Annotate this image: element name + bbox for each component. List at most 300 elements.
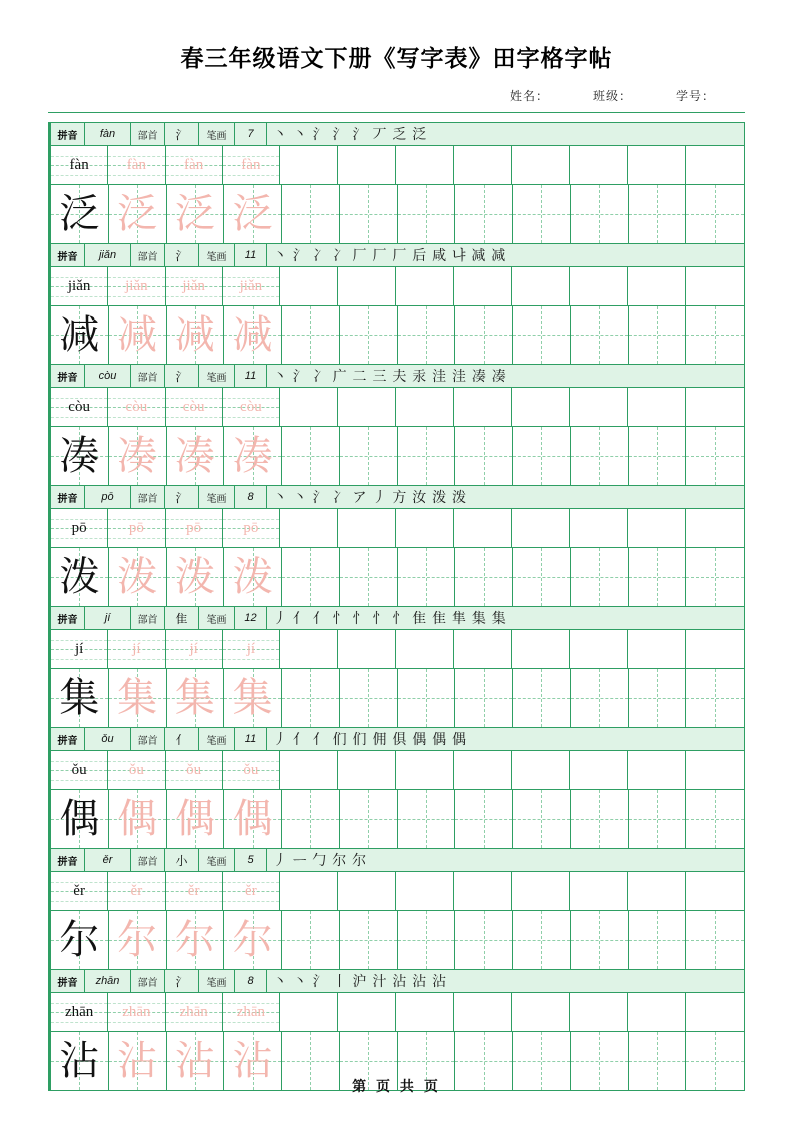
character-trace-cell[interactable] — [109, 427, 167, 485]
pinyin-trace-cell[interactable] — [166, 388, 223, 426]
character-blank-cell[interactable] — [398, 185, 456, 243]
number-field-label: 学号： — [675, 89, 715, 103]
character-blank-cell[interactable] — [340, 790, 398, 848]
pinyin-blank-area — [280, 751, 744, 789]
character-block — [51, 607, 744, 728]
pinyin-trace-cell[interactable] — [108, 267, 165, 305]
character-blank-cell[interactable] — [513, 185, 571, 243]
pinyin-blank-cell[interactable] — [512, 630, 570, 668]
grid-guideline — [686, 1061, 744, 1062]
character-glyph: 凑 — [232, 433, 273, 478]
character-glyph: 沾 — [174, 1038, 215, 1083]
character-blank-cell[interactable] — [686, 790, 744, 848]
pinyin-blank-cell[interactable] — [512, 509, 570, 547]
page-title: 春三年级语文下册《写字表》田字格字帖 — [180, 45, 613, 71]
character-glyph: 偶 — [174, 796, 215, 841]
grid-guideline — [455, 940, 512, 941]
character-trace-cell[interactable] — [109, 185, 167, 243]
character-trace-cell[interactable] — [224, 548, 282, 606]
character-trace-cell[interactable] — [167, 911, 225, 969]
guideline — [223, 417, 279, 418]
character-model-cell[interactable] — [51, 306, 109, 364]
pinyin-text: còu — [182, 398, 205, 415]
pinyin-blank-cell[interactable] — [570, 509, 628, 547]
pinyin-blank-cell[interactable] — [396, 509, 454, 547]
character-blank-cell[interactable] — [398, 669, 456, 727]
character-blank-cell[interactable] — [398, 911, 456, 969]
grid-guideline — [455, 456, 512, 457]
character-trace-cell[interactable] — [109, 548, 167, 606]
grid-guideline — [513, 819, 570, 820]
pinyin-blank-cell[interactable] — [570, 146, 628, 184]
character-blank-cell[interactable] — [513, 790, 571, 848]
character-blank-cell[interactable] — [282, 911, 340, 969]
pinyin-text: jiǎn — [67, 277, 91, 294]
pinyin-model-cell[interactable] — [51, 630, 108, 668]
radical-label: 部首 — [131, 970, 165, 992]
grid-guideline — [686, 940, 744, 941]
strokes-label: 笔画 — [199, 365, 235, 387]
character-blank-cell[interactable] — [629, 790, 687, 848]
pinyin-trace-cell[interactable] — [223, 267, 280, 305]
radical-label: 部首 — [131, 849, 165, 871]
pinyin-blank-area — [280, 267, 744, 305]
character-glyph: 尔 — [117, 917, 158, 962]
character-blank-cell[interactable] — [571, 306, 629, 364]
grid-guideline — [340, 819, 397, 820]
pinyin-blank-area — [280, 872, 744, 910]
radical-value: 亻 — [165, 728, 199, 750]
grid-guideline — [629, 577, 686, 578]
pinyin-trace-cell[interactable] — [108, 388, 165, 426]
guideline — [166, 538, 222, 539]
character-glyph: 沾 — [59, 1038, 100, 1083]
character-trace-cell[interactable] — [167, 427, 225, 485]
pinyin-blank-cell[interactable] — [454, 751, 512, 789]
pinyin-blank-cell[interactable] — [686, 751, 744, 789]
character-blank-cell[interactable] — [686, 306, 744, 364]
character-model-cell[interactable] — [51, 427, 109, 485]
pinyin-blank-cell[interactable] — [338, 630, 396, 668]
guideline — [108, 901, 164, 902]
pinyin-blank-cell[interactable] — [338, 751, 396, 789]
character-blank-cell[interactable] — [455, 185, 513, 243]
name-field-label: 姓名： — [509, 89, 549, 103]
radical-label: 部首 — [131, 728, 165, 750]
pinyin-blank-cell[interactable] — [686, 146, 744, 184]
strokes-label: 笔画 — [199, 728, 235, 750]
pinyin-blank-cell[interactable] — [628, 146, 686, 184]
pinyin-blank-cell[interactable] — [512, 267, 570, 305]
pinyin-blank-cell[interactable] — [686, 872, 744, 910]
pinyin-trace-cell[interactable] — [108, 751, 165, 789]
character-blank-cell[interactable] — [340, 548, 398, 606]
guideline — [51, 417, 107, 418]
character-trace-cell[interactable] — [109, 790, 167, 848]
pinyin-blank-cell[interactable] — [628, 509, 686, 547]
character-model-cell[interactable] — [51, 548, 109, 606]
pinyin-blank-cell[interactable] — [454, 630, 512, 668]
character-glyph: 减 — [59, 312, 100, 357]
pinyin-blank-cell[interactable] — [454, 146, 512, 184]
pinyin-blank-cell[interactable] — [280, 993, 338, 1031]
pinyin-blank-cell[interactable] — [396, 872, 454, 910]
pinyin-blank-cell[interactable] — [280, 267, 338, 305]
pinyin-blank-area — [280, 146, 744, 184]
stroke-order-sequence: 丿 ᅳ 勹 尔 尔 — [273, 852, 368, 868]
pinyin-blank-cell[interactable] — [512, 751, 570, 789]
character-blank-cell[interactable] — [340, 306, 398, 364]
guideline — [166, 1022, 222, 1023]
pinyin-model-cell[interactable] — [51, 993, 108, 1031]
pinyin-trace-cell[interactable] — [166, 509, 223, 547]
pinyin-value: jí — [85, 607, 131, 629]
character-blank-cell[interactable] — [513, 911, 571, 969]
character-glyph: 泼 — [59, 554, 100, 599]
pinyin-trace-cell[interactable] — [108, 630, 165, 668]
character-blank-cell[interactable] — [629, 306, 687, 364]
pinyin-model-cell[interactable] — [51, 388, 108, 426]
character-model-cell[interactable] — [51, 669, 109, 727]
pinyin-practice-row — [51, 630, 744, 669]
guideline — [51, 1022, 107, 1023]
character-glyph: 偶 — [117, 796, 158, 841]
character-blank-cell[interactable] — [629, 911, 687, 969]
character-glyph: 集 — [59, 675, 100, 720]
character-blank-cell[interactable] — [340, 427, 398, 485]
pinyin-blank-area — [280, 509, 744, 547]
pinyin-text: fàn — [126, 156, 146, 173]
character-blank-cell[interactable] — [340, 185, 398, 243]
character-blank-cell[interactable] — [455, 427, 513, 485]
character-blank-cell[interactable] — [455, 790, 513, 848]
pinyin-blank-cell[interactable] — [280, 388, 338, 426]
character-glyph: 减 — [174, 312, 215, 357]
character-blank-cell[interactable] — [513, 427, 571, 485]
pinyin-blank-cell[interactable] — [686, 267, 744, 305]
character-info-row — [51, 970, 744, 993]
pinyin-blank-cell[interactable] — [628, 993, 686, 1031]
pinyin-text: jí — [189, 640, 198, 657]
pinyin-blank-cell[interactable] — [396, 267, 454, 305]
character-blank-cell[interactable] — [398, 427, 456, 485]
character-blank-cell[interactable] — [398, 548, 456, 606]
pinyin-blank-cell[interactable] — [454, 993, 512, 1031]
grid-guideline — [513, 698, 570, 699]
stroke-order-sequence: 丿 亻 亻 忄 忄 忄 忄 隹 隹 隼 集 集 — [273, 610, 507, 626]
character-blank-cell[interactable] — [629, 548, 687, 606]
character-blank-cell[interactable] — [686, 427, 744, 485]
pinyin-value: fàn — [85, 123, 131, 145]
pinyin-blank-cell[interactable] — [628, 751, 686, 789]
character-glyph: 尔 — [174, 917, 215, 962]
character-blank-cell[interactable] — [571, 669, 629, 727]
character-trace-cell[interactable] — [167, 306, 225, 364]
strokes-value: 11 — [235, 365, 267, 387]
pinyin-blank-cell[interactable] — [512, 993, 570, 1031]
pinyin-text: jiǎn — [125, 277, 148, 294]
pinyin-label: 拼音 — [51, 970, 85, 992]
pinyin-blank-cell[interactable] — [570, 267, 628, 305]
pinyin-trace-cell[interactable] — [166, 267, 223, 305]
character-trace-cell[interactable] — [224, 790, 282, 848]
pinyin-practice-row — [51, 872, 744, 911]
character-blank-cell[interactable] — [282, 185, 340, 243]
character-blank-cell[interactable] — [686, 185, 744, 243]
pinyin-text: jiǎn — [182, 277, 205, 294]
pinyin-trace-cell[interactable] — [108, 993, 165, 1031]
pinyin-blank-cell[interactable] — [396, 630, 454, 668]
pinyin-blank-cell[interactable] — [280, 146, 338, 184]
pinyin-blank-cell[interactable] — [628, 267, 686, 305]
character-blank-cell[interactable] — [686, 548, 744, 606]
grid-guideline — [571, 940, 628, 941]
character-trace-cell[interactable] — [109, 911, 167, 969]
guideline — [51, 659, 107, 660]
pinyin-text: còu — [68, 398, 90, 415]
guideline — [166, 780, 222, 781]
character-practice-row — [51, 790, 744, 848]
pinyin-trace-cell[interactable] — [108, 872, 165, 910]
character-blank-cell[interactable] — [686, 669, 744, 727]
character-blank-cell[interactable] — [571, 185, 629, 243]
pinyin-practice-row — [51, 509, 744, 548]
pinyin-model-cell[interactable] — [51, 267, 108, 305]
pinyin-blank-cell[interactable] — [570, 388, 628, 426]
guideline — [223, 1022, 279, 1023]
radical-label: 部首 — [131, 365, 165, 387]
pinyin-label: 拼音 — [51, 728, 85, 750]
grid-guideline — [398, 214, 455, 215]
pinyin-blank-cell[interactable] — [512, 872, 570, 910]
strokes-value: 5 — [235, 849, 267, 871]
guideline — [51, 901, 107, 902]
pinyin-label: 拼音 — [51, 607, 85, 629]
character-info-row — [51, 486, 744, 509]
pinyin-trace-cell[interactable] — [166, 872, 223, 910]
character-glyph: 集 — [232, 675, 273, 720]
character-trace-cell[interactable] — [167, 790, 225, 848]
pinyin-blank-cell[interactable] — [396, 146, 454, 184]
pinyin-model-cell[interactable] — [51, 751, 108, 789]
pinyin-model-cell[interactable] — [51, 872, 108, 910]
pinyin-blank-cell[interactable] — [280, 509, 338, 547]
pinyin-blank-cell[interactable] — [454, 509, 512, 547]
pinyin-blank-cell[interactable] — [338, 872, 396, 910]
character-trace-cell[interactable] — [109, 669, 167, 727]
grid-guideline — [686, 335, 744, 336]
stroke-order-sequence: 丶 丶 氵 丨 沪 汁 沾 沾 沾 — [273, 973, 448, 989]
pinyin-blank-cell[interactable] — [628, 388, 686, 426]
character-info-row — [51, 607, 744, 630]
pinyin-trace-cell[interactable] — [166, 146, 223, 184]
pinyin-blank-cell[interactable] — [570, 993, 628, 1031]
pinyin-blank-cell[interactable] — [454, 267, 512, 305]
character-blank-cell[interactable] — [455, 911, 513, 969]
pinyin-blank-cell[interactable] — [686, 509, 744, 547]
pinyin-text: jí — [246, 640, 256, 657]
character-model-cell[interactable] — [51, 185, 109, 243]
character-blank-cell[interactable] — [629, 185, 687, 243]
pinyin-blank-cell[interactable] — [512, 388, 570, 426]
character-glyph: 沾 — [117, 1038, 158, 1083]
character-practice-row — [51, 669, 744, 727]
pinyin-blank-cell[interactable] — [338, 267, 396, 305]
guideline — [223, 538, 279, 539]
pinyin-value: ěr — [85, 849, 131, 871]
character-trace-cell[interactable] — [167, 548, 225, 606]
pinyin-blank-cell[interactable] — [570, 630, 628, 668]
grid-guideline — [571, 698, 628, 699]
character-blank-cell[interactable] — [282, 427, 340, 485]
grid-guideline — [571, 214, 628, 215]
strokes-value: 11 — [235, 728, 267, 750]
radical-value: 氵 — [165, 365, 199, 387]
character-blank-cell[interactable] — [282, 548, 340, 606]
strokes-value: 7 — [235, 123, 267, 145]
character-blank-cell[interactable] — [282, 669, 340, 727]
practice-sheet — [48, 122, 745, 1091]
pinyin-text: zhān — [122, 1003, 151, 1020]
character-model-cell[interactable] — [51, 911, 109, 969]
character-trace-cell[interactable] — [167, 185, 225, 243]
pinyin-practice-row — [51, 388, 744, 427]
pinyin-blank-cell[interactable] — [396, 993, 454, 1031]
character-trace-cell[interactable] — [167, 669, 225, 727]
character-glyph: 偶 — [232, 796, 273, 841]
pinyin-blank-cell[interactable] — [512, 146, 570, 184]
pinyin-trace-cell[interactable] — [166, 993, 223, 1031]
pinyin-trace-cell[interactable] — [223, 993, 280, 1031]
pinyin-blank-cell[interactable] — [280, 630, 338, 668]
pinyin-trace-cell[interactable] — [223, 630, 280, 668]
grid-guideline — [282, 214, 339, 215]
character-blank-cell[interactable] — [455, 669, 513, 727]
character-trace-cell[interactable] — [224, 911, 282, 969]
character-glyph: 泛 — [174, 191, 215, 236]
character-blank-cell[interactable] — [340, 669, 398, 727]
pinyin-trace-cell[interactable] — [223, 751, 280, 789]
pinyin-trace-cell[interactable] — [108, 146, 165, 184]
pinyin-trace-cell[interactable] — [166, 751, 223, 789]
character-blank-cell[interactable] — [571, 548, 629, 606]
guideline — [166, 659, 222, 660]
pinyin-blank-cell[interactable] — [338, 993, 396, 1031]
character-glyph: 泛 — [232, 191, 273, 236]
pinyin-trace-cell[interactable] — [223, 872, 280, 910]
pinyin-blank-cell[interactable] — [338, 146, 396, 184]
character-trace-cell[interactable] — [224, 185, 282, 243]
pinyin-model-cell[interactable] — [51, 509, 108, 547]
pinyin-blank-cell[interactable] — [686, 630, 744, 668]
pinyin-model-cell[interactable] — [51, 146, 108, 184]
character-blank-cell[interactable] — [513, 306, 571, 364]
character-blank-cell[interactable] — [455, 306, 513, 364]
guideline — [166, 296, 222, 297]
pinyin-blank-cell[interactable] — [570, 751, 628, 789]
pinyin-blank-cell[interactable] — [686, 388, 744, 426]
character-blank-cell[interactable] — [282, 790, 340, 848]
character-blank-cell[interactable] — [398, 306, 456, 364]
guideline — [223, 296, 279, 297]
grid-guideline — [398, 698, 455, 699]
character-blank-cell[interactable] — [513, 548, 571, 606]
character-blank-cell[interactable] — [571, 427, 629, 485]
guideline — [166, 175, 222, 176]
grid-guideline — [513, 335, 570, 336]
grid-guideline — [455, 819, 512, 820]
character-blank-cell[interactable] — [455, 548, 513, 606]
character-trace-cell[interactable] — [224, 427, 282, 485]
grid-guideline — [629, 335, 686, 336]
pinyin-blank-cell[interactable] — [338, 388, 396, 426]
character-trace-cell[interactable] — [109, 306, 167, 364]
pinyin-blank-cell[interactable] — [280, 872, 338, 910]
guideline — [108, 659, 164, 660]
strokes-label: 笔画 — [199, 486, 235, 508]
pinyin-blank-cell[interactable] — [280, 751, 338, 789]
character-glyph: 泛 — [59, 191, 100, 236]
grid-guideline — [629, 940, 686, 941]
character-blank-cell[interactable] — [686, 911, 744, 969]
pinyin-trace-cell[interactable] — [108, 509, 165, 547]
pinyin-trace-cell[interactable] — [166, 630, 223, 668]
pinyin-blank-cell[interactable] — [338, 509, 396, 547]
pinyin-blank-cell[interactable] — [570, 872, 628, 910]
grid-guideline — [629, 698, 686, 699]
pinyin-text: pō — [243, 519, 259, 536]
character-blank-cell[interactable] — [398, 790, 456, 848]
character-blank-cell[interactable] — [629, 669, 687, 727]
pinyin-blank-cell[interactable] — [628, 630, 686, 668]
pinyin-blank-cell[interactable] — [396, 388, 454, 426]
character-block — [51, 849, 744, 970]
pinyin-blank-cell[interactable] — [454, 872, 512, 910]
pinyin-blank-cell[interactable] — [396, 751, 454, 789]
character-blank-cell[interactable] — [571, 790, 629, 848]
guideline — [51, 780, 107, 781]
character-blank-cell[interactable] — [340, 911, 398, 969]
character-glyph: 泼 — [117, 554, 158, 599]
grid-guideline — [686, 819, 744, 820]
character-blank-cell[interactable] — [629, 427, 687, 485]
grid-guideline — [398, 940, 455, 941]
pinyin-value: pō — [85, 486, 131, 508]
character-trace-cell[interactable] — [224, 669, 282, 727]
pinyin-trace-cell[interactable] — [223, 388, 280, 426]
character-block — [51, 365, 744, 486]
character-trace-cell[interactable] — [224, 306, 282, 364]
strokes-label: 笔画 — [199, 607, 235, 629]
pinyin-blank-cell[interactable] — [628, 872, 686, 910]
pinyin-trace-cell[interactable] — [223, 509, 280, 547]
grid-guideline — [282, 1061, 339, 1062]
student-meta-row — [48, 73, 745, 104]
character-blank-cell[interactable] — [282, 306, 340, 364]
guideline — [223, 175, 279, 176]
character-model-cell[interactable] — [51, 790, 109, 848]
character-blank-cell[interactable] — [571, 911, 629, 969]
pinyin-trace-cell[interactable] — [223, 146, 280, 184]
grid-guideline — [340, 214, 397, 215]
character-info-row — [51, 123, 744, 146]
grid-guideline — [282, 577, 339, 578]
pinyin-blank-cell[interactable] — [686, 993, 744, 1031]
stroke-order-sequence: 丶 丶 氵 冫 ア 丿 方 汝 泼 泼 — [273, 489, 468, 505]
grid-guideline — [340, 1061, 397, 1062]
pinyin-blank-cell[interactable] — [454, 388, 512, 426]
character-blank-cell[interactable] — [513, 669, 571, 727]
